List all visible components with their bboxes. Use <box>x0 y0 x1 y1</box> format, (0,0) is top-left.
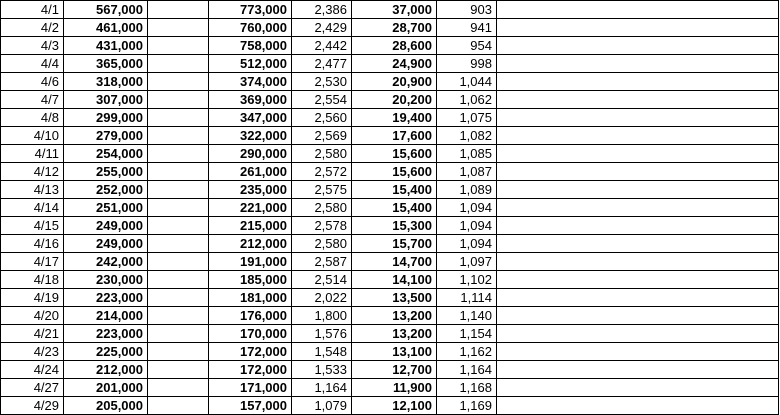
value-cell-b[interactable]: 242,000 <box>64 253 148 271</box>
value-cell-f[interactable]: 1,087 <box>437 163 497 181</box>
value-cell-d[interactable]: 2,560 <box>292 109 352 127</box>
date-cell[interactable]: 4/7 <box>1 91 64 109</box>
value-cell-f[interactable]: 1,140 <box>437 307 497 325</box>
value-cell-f[interactable]: 1,169 <box>437 397 497 415</box>
value-cell-e[interactable]: 15,600 <box>352 145 437 163</box>
date-cell[interactable]: 4/15 <box>1 217 64 235</box>
value-cell-d[interactable]: 2,580 <box>292 145 352 163</box>
value-cell-d[interactable]: 2,575 <box>292 181 352 199</box>
empty-cell[interactable] <box>148 379 209 397</box>
empty-cell[interactable] <box>148 199 209 217</box>
value-cell-d[interactable]: 2,587 <box>292 253 352 271</box>
value-cell-f[interactable]: 1,094 <box>437 217 497 235</box>
empty-cell[interactable] <box>497 199 779 217</box>
table-row <box>1 379 779 397</box>
value-cell-f[interactable]: 1,102 <box>437 271 497 289</box>
value-cell-f[interactable]: 941 <box>437 19 497 37</box>
empty-cell[interactable] <box>497 91 779 109</box>
empty-cell[interactable] <box>148 289 209 307</box>
empty-cell[interactable] <box>497 253 779 271</box>
date-cell[interactable]: 4/27 <box>1 379 64 397</box>
value-cell-b[interactable]: 567,000 <box>64 1 148 19</box>
value-cell-b[interactable]: 249,000 <box>64 235 148 253</box>
empty-cell[interactable] <box>148 181 209 199</box>
table-row <box>1 253 779 271</box>
table-row <box>1 55 779 73</box>
value-cell-e[interactable]: 17,600 <box>352 127 437 145</box>
empty-cell[interactable] <box>497 181 779 199</box>
empty-cell[interactable] <box>497 19 779 37</box>
empty-cell[interactable] <box>148 271 209 289</box>
value-cell-f[interactable]: 1,114 <box>437 289 497 307</box>
value-cell-e[interactable]: 12,700 <box>352 361 437 379</box>
value-cell-b[interactable]: 299,000 <box>64 109 148 127</box>
value-cell-b[interactable]: 205,000 <box>64 397 148 415</box>
value-cell-b[interactable]: 201,000 <box>64 379 148 397</box>
table-row <box>1 73 779 91</box>
value-cell-d[interactable]: 2,022 <box>292 289 352 307</box>
date-cell[interactable]: 4/8 <box>1 109 64 127</box>
date-cell[interactable]: 4/16 <box>1 235 64 253</box>
value-cell-e[interactable]: 24,900 <box>352 55 437 73</box>
empty-cell[interactable] <box>148 325 209 343</box>
empty-cell[interactable] <box>497 127 779 145</box>
date-cell[interactable]: 4/24 <box>1 361 64 379</box>
value-cell-e[interactable]: 12,100 <box>352 397 437 415</box>
value-cell-f[interactable]: 1,097 <box>437 253 497 271</box>
value-cell-f[interactable]: 1,089 <box>437 181 497 199</box>
value-cell-c[interactable]: 176,000 <box>209 307 292 325</box>
empty-cell[interactable] <box>497 235 779 253</box>
date-cell[interactable]: 4/17 <box>1 253 64 271</box>
empty-cell[interactable] <box>148 19 209 37</box>
value-cell-f[interactable]: 1,085 <box>437 145 497 163</box>
empty-cell[interactable] <box>497 343 779 361</box>
table-row <box>1 235 779 253</box>
date-cell[interactable]: 4/21 <box>1 325 64 343</box>
empty-cell[interactable] <box>497 163 779 181</box>
value-cell-b[interactable]: 307,000 <box>64 91 148 109</box>
value-cell-d[interactable]: 2,580 <box>292 199 352 217</box>
value-cell-b[interactable]: 223,000 <box>64 325 148 343</box>
value-cell-e[interactable]: 13,500 <box>352 289 437 307</box>
value-cell-d[interactable]: 2,569 <box>292 127 352 145</box>
value-cell-d[interactable]: 2,530 <box>292 73 352 91</box>
value-cell-c[interactable]: 185,000 <box>209 271 292 289</box>
date-cell[interactable]: 4/12 <box>1 163 64 181</box>
table-row <box>1 181 779 199</box>
table-row <box>1 127 779 145</box>
table-row <box>1 91 779 109</box>
value-cell-c[interactable]: 181,000 <box>209 289 292 307</box>
table-body <box>1 1 779 415</box>
date-cell[interactable]: 4/29 <box>1 397 64 415</box>
value-cell-b[interactable]: 461,000 <box>64 19 148 37</box>
value-cell-d[interactable]: 2,429 <box>292 19 352 37</box>
value-cell-c[interactable]: 512,000 <box>209 55 292 73</box>
value-cell-f[interactable]: 1,168 <box>437 379 497 397</box>
value-cell-f[interactable]: 1,094 <box>437 235 497 253</box>
value-cell-d[interactable]: 1,576 <box>292 325 352 343</box>
empty-cell[interactable] <box>148 55 209 73</box>
empty-cell[interactable] <box>497 55 779 73</box>
value-cell-d[interactable]: 2,572 <box>292 163 352 181</box>
empty-cell[interactable] <box>148 235 209 253</box>
value-cell-f[interactable]: 998 <box>437 55 497 73</box>
value-cell-c[interactable]: 290,000 <box>209 145 292 163</box>
value-cell-b[interactable]: 214,000 <box>64 307 148 325</box>
date-cell[interactable]: 4/1 <box>1 1 64 19</box>
value-cell-f[interactable]: 1,164 <box>437 361 497 379</box>
value-cell-e[interactable]: 20,900 <box>352 73 437 91</box>
date-cell[interactable]: 4/14 <box>1 199 64 217</box>
table-row <box>1 1 779 19</box>
table-row <box>1 397 779 415</box>
date-cell[interactable]: 4/23 <box>1 343 64 361</box>
value-cell-d[interactable]: 1,548 <box>292 343 352 361</box>
value-cell-e[interactable]: 15,300 <box>352 217 437 235</box>
value-cell-d[interactable]: 1,533 <box>292 361 352 379</box>
value-cell-c[interactable]: 172,000 <box>209 343 292 361</box>
value-cell-d[interactable]: 2,580 <box>292 235 352 253</box>
value-cell-e[interactable]: 11,900 <box>352 379 437 397</box>
empty-cell[interactable] <box>148 1 209 19</box>
value-cell-f[interactable]: 1,062 <box>437 91 497 109</box>
empty-cell[interactable] <box>148 37 209 55</box>
table-row <box>1 37 779 55</box>
value-cell-c[interactable]: 347,000 <box>209 109 292 127</box>
value-cell-d[interactable]: 2,477 <box>292 55 352 73</box>
table-row <box>1 289 779 307</box>
empty-cell[interactable] <box>497 361 779 379</box>
empty-cell[interactable] <box>497 1 779 19</box>
value-cell-c[interactable]: 212,000 <box>209 235 292 253</box>
value-cell-f[interactable]: 1,162 <box>437 343 497 361</box>
value-cell-c[interactable]: 170,000 <box>209 325 292 343</box>
empty-cell[interactable] <box>148 109 209 127</box>
date-cell[interactable]: 4/4 <box>1 55 64 73</box>
value-cell-e[interactable]: 13,200 <box>352 307 437 325</box>
empty-cell[interactable] <box>497 379 779 397</box>
value-cell-d[interactable]: 2,554 <box>292 91 352 109</box>
value-cell-b[interactable]: 230,000 <box>64 271 148 289</box>
value-cell-c[interactable]: 374,000 <box>209 73 292 91</box>
empty-cell[interactable] <box>148 361 209 379</box>
value-cell-d[interactable]: 1,164 <box>292 379 352 397</box>
value-cell-d[interactable]: 2,386 <box>292 1 352 19</box>
value-cell-c[interactable]: 171,000 <box>209 379 292 397</box>
empty-cell[interactable] <box>497 109 779 127</box>
value-cell-d[interactable]: 1,800 <box>292 307 352 325</box>
value-cell-f[interactable]: 1,094 <box>437 199 497 217</box>
value-cell-b[interactable]: 255,000 <box>64 163 148 181</box>
value-cell-f[interactable]: 1,154 <box>437 325 497 343</box>
date-cell[interactable]: 4/20 <box>1 307 64 325</box>
value-cell-e[interactable]: 13,100 <box>352 343 437 361</box>
value-cell-f[interactable]: 1,082 <box>437 127 497 145</box>
value-cell-e[interactable]: 13,200 <box>352 325 437 343</box>
value-cell-e[interactable]: 37,000 <box>352 1 437 19</box>
empty-cell[interactable] <box>148 307 209 325</box>
value-cell-e[interactable]: 28,700 <box>352 19 437 37</box>
value-cell-c[interactable]: 157,000 <box>209 397 292 415</box>
empty-cell[interactable] <box>497 145 779 163</box>
value-cell-f[interactable]: 903 <box>437 1 497 19</box>
empty-cell[interactable] <box>148 217 209 235</box>
value-cell-c[interactable]: 215,000 <box>209 217 292 235</box>
value-cell-e[interactable]: 15,700 <box>352 235 437 253</box>
empty-cell[interactable] <box>148 91 209 109</box>
value-cell-b[interactable]: 223,000 <box>64 289 148 307</box>
table-row <box>1 217 779 235</box>
empty-cell[interactable] <box>497 271 779 289</box>
value-cell-e[interactable]: 19,400 <box>352 109 437 127</box>
empty-cell[interactable] <box>497 397 779 415</box>
value-cell-b[interactable]: 431,000 <box>64 37 148 55</box>
date-cell[interactable]: 4/2 <box>1 19 64 37</box>
value-cell-c[interactable]: 221,000 <box>209 199 292 217</box>
empty-cell[interactable] <box>497 289 779 307</box>
value-cell-c[interactable]: 760,000 <box>209 19 292 37</box>
date-cell[interactable]: 4/3 <box>1 37 64 55</box>
value-cell-e[interactable]: 20,200 <box>352 91 437 109</box>
empty-cell[interactable] <box>497 325 779 343</box>
table-row <box>1 307 779 325</box>
value-cell-f[interactable]: 1,075 <box>437 109 497 127</box>
date-cell[interactable]: 4/10 <box>1 127 64 145</box>
table-row <box>1 19 779 37</box>
empty-cell[interactable] <box>497 307 779 325</box>
value-cell-c[interactable]: 172,000 <box>209 361 292 379</box>
value-cell-b[interactable]: 251,000 <box>64 199 148 217</box>
value-cell-b[interactable]: 252,000 <box>64 181 148 199</box>
value-cell-c[interactable]: 773,000 <box>209 1 292 19</box>
value-cell-e[interactable]: 15,600 <box>352 163 437 181</box>
value-cell-d[interactable]: 2,442 <box>292 37 352 55</box>
value-cell-e[interactable]: 28,600 <box>352 37 437 55</box>
date-cell[interactable]: 4/6 <box>1 73 64 91</box>
value-cell-b[interactable]: 254,000 <box>64 145 148 163</box>
value-cell-f[interactable]: 954 <box>437 37 497 55</box>
value-cell-b[interactable]: 212,000 <box>64 361 148 379</box>
value-cell-c[interactable]: 261,000 <box>209 163 292 181</box>
value-cell-b[interactable]: 249,000 <box>64 217 148 235</box>
value-cell-d[interactable]: 1,079 <box>292 397 352 415</box>
empty-cell[interactable] <box>148 145 209 163</box>
value-cell-c[interactable]: 322,000 <box>209 127 292 145</box>
value-cell-b[interactable]: 318,000 <box>64 73 148 91</box>
value-cell-e[interactable]: 15,400 <box>352 181 437 199</box>
empty-cell[interactable] <box>148 253 209 271</box>
value-cell-e[interactable]: 14,700 <box>352 253 437 271</box>
value-cell-e[interactable]: 15,400 <box>352 199 437 217</box>
empty-cell[interactable] <box>148 343 209 361</box>
table-row <box>1 361 779 379</box>
value-cell-b[interactable]: 225,000 <box>64 343 148 361</box>
value-cell-d[interactable]: 2,578 <box>292 217 352 235</box>
table-row <box>1 163 779 181</box>
table-row <box>1 271 779 289</box>
date-cell[interactable]: 4/19 <box>1 289 64 307</box>
value-cell-b[interactable]: 279,000 <box>64 127 148 145</box>
empty-cell[interactable] <box>148 397 209 415</box>
empty-cell[interactable] <box>497 73 779 91</box>
table-row <box>1 199 779 217</box>
empty-cell[interactable] <box>497 217 779 235</box>
table-row <box>1 145 779 163</box>
value-cell-c[interactable]: 235,000 <box>209 181 292 199</box>
table-row <box>1 343 779 361</box>
date-cell[interactable]: 4/18 <box>1 271 64 289</box>
table-row <box>1 325 779 343</box>
date-cell[interactable]: 4/11 <box>1 145 64 163</box>
empty-cell[interactable] <box>497 37 779 55</box>
date-cell[interactable]: 4/13 <box>1 181 64 199</box>
empty-cell[interactable] <box>148 127 209 145</box>
value-cell-c[interactable]: 758,000 <box>209 37 292 55</box>
table-row <box>1 109 779 127</box>
value-cell-f[interactable]: 1,044 <box>437 73 497 91</box>
value-cell-b[interactable]: 365,000 <box>64 55 148 73</box>
value-cell-e[interactable]: 14,100 <box>352 271 437 289</box>
empty-cell[interactable] <box>148 73 209 91</box>
value-cell-d[interactable]: 2,514 <box>292 271 352 289</box>
value-cell-c[interactable]: 369,000 <box>209 91 292 109</box>
value-cell-c[interactable]: 191,000 <box>209 253 292 271</box>
empty-cell[interactable] <box>148 163 209 181</box>
